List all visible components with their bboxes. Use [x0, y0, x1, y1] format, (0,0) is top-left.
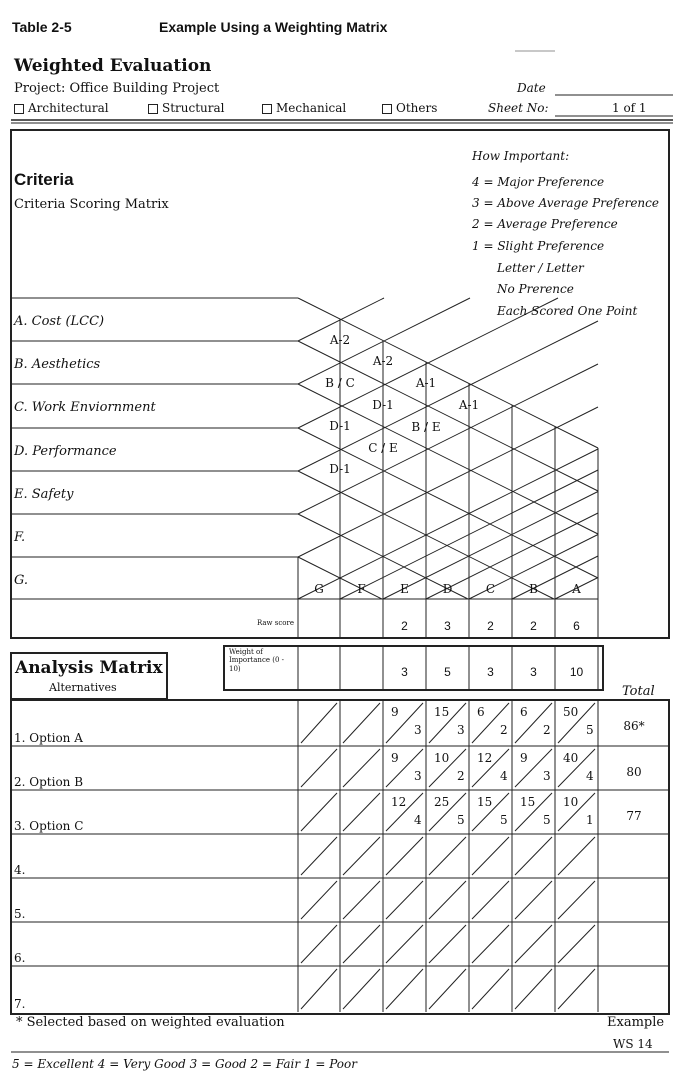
cell-diagonal	[472, 749, 509, 787]
matrix-diagonal	[298, 428, 598, 578]
cell-diagonal	[472, 969, 509, 1009]
cell-diagonal	[386, 925, 423, 963]
matrix-diagonal	[298, 407, 598, 557]
column-letter: E	[400, 582, 409, 596]
matrix-diagonal	[298, 298, 598, 448]
pair-score: B / E	[411, 420, 441, 434]
cell-diagonal	[301, 749, 337, 787]
cell-diagonal	[558, 793, 595, 831]
cell-diagonal	[301, 881, 337, 919]
importance-legend-line: 2 = Average Preference	[472, 217, 618, 231]
cell-diagonal	[343, 925, 380, 963]
column-letter: F	[357, 582, 366, 596]
weighted-score: 6	[477, 705, 485, 719]
rating-score: 3	[457, 723, 465, 737]
rating-score: 2	[500, 723, 508, 737]
cell-diagonal	[301, 703, 337, 743]
rating-score: 2	[543, 723, 551, 737]
criteria-title: Criteria	[14, 170, 74, 189]
category-label: Mechanical	[276, 101, 347, 115]
criteria-subtitle: Criteria Scoring Matrix	[14, 197, 169, 212]
cell-diagonal	[386, 793, 423, 831]
rating-score: 5	[543, 813, 551, 827]
rating-score: 3	[543, 769, 551, 783]
criterion-label: A. Cost (LCC)	[14, 314, 105, 329]
weighted-score: 25	[434, 795, 450, 809]
cell-diagonal	[515, 925, 552, 963]
pair-score: D-1	[329, 419, 351, 433]
cell-diagonal	[429, 703, 466, 743]
cell-diagonal	[472, 837, 509, 875]
option-label: 6.	[14, 951, 26, 965]
category-label: Architectural	[28, 101, 109, 115]
rating-score: 4	[586, 769, 594, 783]
criterion-label: D. Performance	[14, 444, 117, 459]
cell-diagonal	[515, 969, 552, 1009]
cell-diagonal	[301, 969, 337, 1009]
rating-score: 4	[500, 769, 508, 783]
analysis-title-box	[11, 653, 167, 699]
cell-diagonal	[386, 703, 423, 743]
option-label: 7.	[14, 997, 26, 1011]
option-label: 5.	[14, 907, 26, 921]
option-label: 1. Option A	[14, 731, 83, 745]
weighted-score: 12	[477, 751, 493, 765]
cell-diagonal	[343, 969, 380, 1009]
weighted-score: 6	[520, 705, 528, 719]
total-label: Total	[622, 684, 655, 699]
criterion-label: F.	[14, 530, 26, 545]
importance-legend-line: 3 = Above Average Preference	[472, 196, 659, 210]
pair-score: A-1	[458, 398, 480, 412]
matrix-diagonal	[298, 449, 598, 599]
option-total: 77	[626, 809, 642, 823]
pair-score: C / E	[368, 441, 398, 455]
weighted-score: 12	[391, 795, 407, 809]
cell-diagonal	[472, 793, 509, 831]
cell-diagonal	[301, 925, 337, 963]
matrix-diagonal	[383, 492, 598, 600]
raw-score: 2	[401, 619, 408, 633]
importance-legend-line: No Prerence	[497, 282, 574, 296]
cell-diagonal	[515, 793, 552, 831]
cell-diagonal	[429, 793, 466, 831]
rating-score: 5	[586, 723, 594, 737]
importance-weight: 3	[487, 665, 494, 679]
cell-diagonal	[343, 793, 380, 831]
category-label: Structural	[162, 101, 225, 115]
cell-diagonal	[558, 837, 595, 875]
weights-box	[224, 646, 603, 690]
column-letter: C	[485, 582, 496, 596]
raw-score: 3	[444, 619, 451, 633]
importance-legend-line: Letter / Letter	[497, 261, 584, 275]
rating-score: 5	[457, 813, 465, 827]
weighted-score: 10	[563, 795, 579, 809]
column-letter: D	[442, 582, 453, 596]
cell-diagonal	[343, 881, 380, 919]
cell-diagonal	[558, 703, 595, 743]
cell-diagonal	[515, 881, 552, 919]
matrix-diagonal	[298, 341, 598, 491]
table-number: Table 2-5	[12, 19, 72, 35]
option-label: 4.	[14, 863, 26, 877]
cell-diagonal	[386, 837, 423, 875]
criterion-label: E. Safety	[14, 487, 74, 502]
weighted-score: 15	[434, 705, 450, 719]
cell-diagonal	[343, 749, 380, 787]
cell-diagonal	[558, 969, 595, 1009]
cell-diagonal	[429, 881, 466, 919]
weighted-score: 10	[434, 751, 450, 765]
option-label: 3. Option C	[14, 819, 84, 833]
option-total: 80	[626, 765, 642, 779]
raw-score-label: Raw score	[256, 619, 294, 627]
raw-score: 2	[487, 619, 494, 633]
importance-legend-line: Each Scored One Point	[497, 304, 638, 318]
importance-weight: 5	[444, 665, 451, 679]
matrix-diagonal	[555, 578, 598, 600]
cell-diagonal	[515, 703, 552, 743]
importance-weight: 3	[530, 665, 537, 679]
cell-diagonal	[343, 837, 380, 875]
cell-diagonal	[515, 749, 552, 787]
cell-diagonal	[386, 881, 423, 919]
importance-weight: 10	[569, 665, 584, 679]
weighted-score: 9	[391, 705, 399, 719]
weighted-score: 9	[391, 751, 399, 765]
pair-score: D-1	[372, 398, 394, 412]
project-name: Project: Office Building Project	[14, 81, 220, 96]
weighted-score: 40	[563, 751, 579, 765]
cell-diagonal	[558, 749, 595, 787]
rating-score: 3	[414, 723, 422, 737]
cell-diagonal	[472, 703, 509, 743]
category-label: Others	[396, 101, 438, 115]
column-letter: B	[529, 582, 538, 596]
matrix-diagonal	[298, 364, 598, 514]
form-title: Weighted Evaluation	[14, 56, 212, 76]
analysis-title: Analysis Matrix	[15, 658, 163, 678]
rating-score: 3	[414, 769, 422, 783]
example-label: Example	[607, 1015, 665, 1030]
cell-diagonal	[429, 837, 466, 875]
worksheet-number: WS 14	[613, 1037, 653, 1051]
cell-diagonal	[386, 749, 423, 787]
weighted-score: 50	[563, 705, 579, 719]
matrix-diagonal	[298, 321, 598, 471]
alternatives-label: Alternatives	[49, 681, 117, 694]
pair-score: D-1	[329, 462, 351, 476]
pair-score: A-2	[329, 333, 351, 347]
column-letter: A	[572, 582, 581, 596]
cell-diagonal	[472, 925, 509, 963]
importance-weight: 3	[401, 665, 408, 679]
date-label: Date	[517, 81, 546, 95]
raw-score: 6	[573, 619, 580, 633]
importance-legend-line: How Important:	[472, 149, 570, 163]
weight-label: Weight of Importance (0 - 10)	[229, 648, 285, 673]
importance-legend-line: 4 = Major Preference	[472, 175, 605, 189]
selection-footnote: * Selected based on weighted evaluation	[16, 1015, 285, 1030]
rating-score: 1	[586, 813, 594, 827]
cell-diagonal	[301, 793, 337, 831]
importance-legend-line: 1 = Slight Preference	[472, 239, 605, 253]
pair-score: A-2	[372, 354, 394, 368]
criterion-label: B. Aesthetics	[14, 357, 101, 372]
criterion-label: C. Work Enviornment	[14, 400, 156, 415]
weighted-score: 15	[477, 795, 493, 809]
cell-diagonal	[429, 969, 466, 1009]
weighted-score: 9	[520, 751, 528, 765]
cell-diagonal	[343, 703, 380, 743]
matrix-diagonal	[469, 535, 598, 600]
option-label: 2. Option B	[14, 775, 84, 789]
cell-diagonal	[429, 925, 466, 963]
matrix-diagonal	[298, 384, 598, 534]
rating-score: 4	[414, 813, 422, 827]
rating-score: 5	[500, 813, 508, 827]
cell-diagonal	[429, 749, 466, 787]
option-total: 86*	[623, 719, 645, 733]
rating-score: 2	[457, 769, 465, 783]
cell-diagonal	[301, 837, 337, 875]
sheet-value: 1 of 1	[612, 101, 647, 115]
column-letter: G	[314, 582, 324, 596]
raw-score: 2	[530, 619, 537, 633]
pair-score: B / C	[325, 376, 355, 390]
pair-score: A-1	[415, 376, 437, 390]
sheet-label: Sheet No:	[488, 101, 549, 115]
table-title: Example Using a Weighting Matrix	[159, 19, 388, 35]
cell-diagonal	[558, 881, 595, 919]
rating-scale: 5 = Excellent 4 = Very Good 3 = Good 2 = Fair 1 = Poor	[12, 1057, 357, 1071]
cell-diagonal	[386, 969, 423, 1009]
weighted-score: 15	[520, 795, 536, 809]
cell-diagonal	[515, 837, 552, 875]
cell-diagonal	[472, 881, 509, 919]
criterion-label: G.	[14, 573, 29, 588]
cell-diagonal	[558, 925, 595, 963]
